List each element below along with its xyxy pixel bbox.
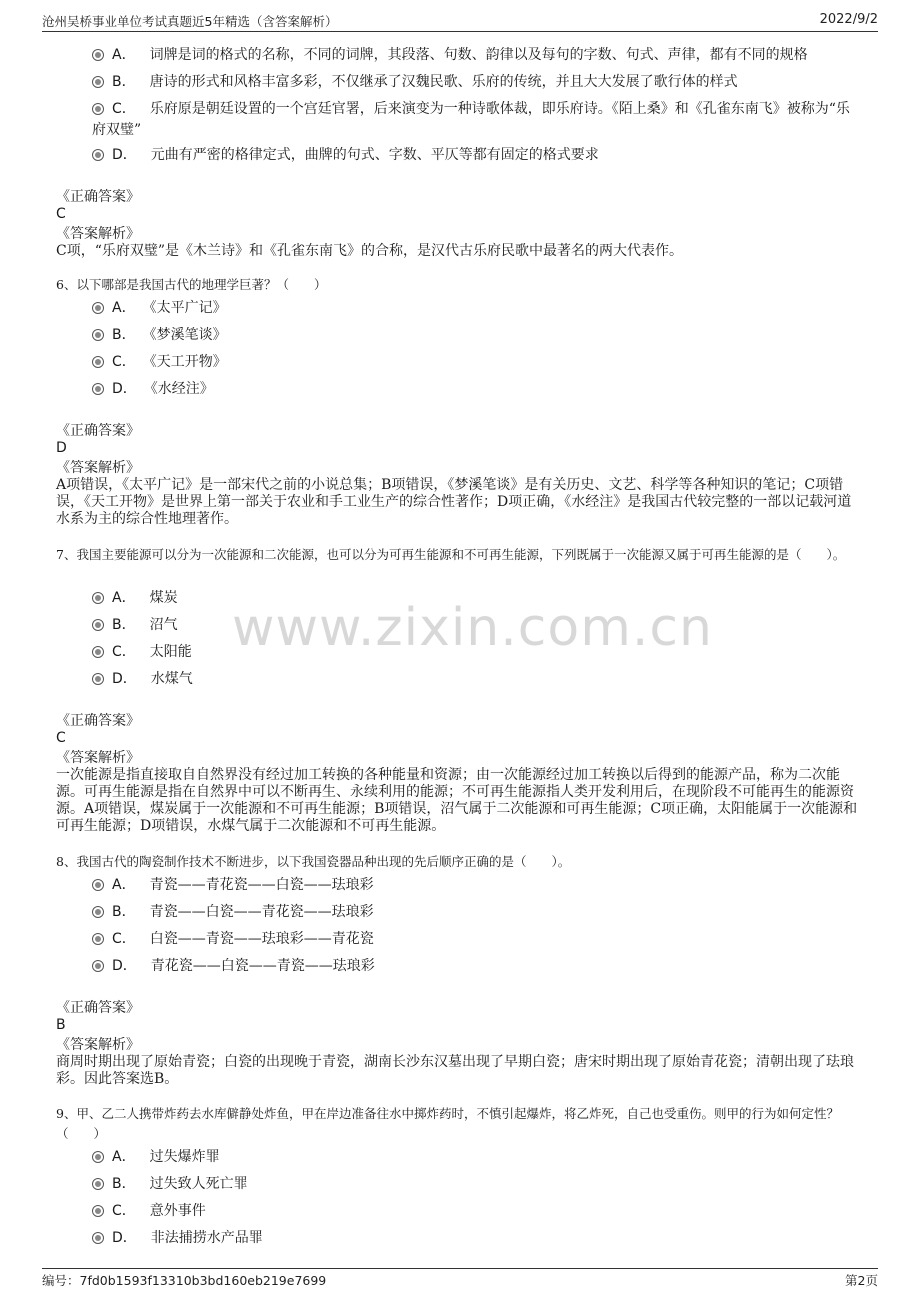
option-text: 过失致人死亡罪 <box>149 1176 248 1192</box>
option-text: 《太平广记》 <box>149 300 227 316</box>
option-a[interactable] <box>92 1147 220 1167</box>
option-key: D． <box>112 958 137 974</box>
option-b[interactable] <box>92 1174 248 1194</box>
radio-icon[interactable] <box>92 933 104 945</box>
document-date: 2022/9/2 <box>819 12 878 27</box>
option-text: 水煤气 <box>150 671 193 687</box>
option-key: A． <box>112 590 136 606</box>
option-key: A． <box>112 300 136 316</box>
question-text: 8、我国古代的陶瓷制作技术不断进步，以下我国瓷器品种出现的先后顺序正确的是（ ）。 <box>56 854 571 869</box>
option-text: 唐诗的形式和风格丰富多彩，不仅继承了汉魏民歌、乐府的传统，并且大大发展了歌行体的样式 <box>149 74 738 90</box>
correct-answer: B <box>56 1017 66 1033</box>
option-text: 沼气 <box>149 617 178 633</box>
option-text: 意外事件 <box>149 1203 206 1219</box>
option-text: 《天工开物》 <box>149 354 227 370</box>
option-d[interactable] <box>92 669 193 689</box>
option-d[interactable] <box>92 1228 263 1248</box>
option-text: 青花瓷——白瓷——青瓷——珐琅彩 <box>150 958 375 974</box>
page-footer <box>42 1271 878 1291</box>
radio-icon[interactable] <box>92 302 104 314</box>
radio-icon[interactable] <box>92 1205 104 1217</box>
watermark: www.zixin.com.cn <box>232 598 713 658</box>
option-text: 《水经注》 <box>150 381 214 397</box>
option-b[interactable] <box>92 72 738 92</box>
radio-icon[interactable] <box>92 1232 104 1244</box>
analysis-label: 《答案解析》 <box>56 1037 140 1053</box>
option-a[interactable] <box>92 298 227 318</box>
analysis-label: 《答案解析》 <box>56 226 140 242</box>
option-key: C． <box>112 354 136 370</box>
option-text: 《梦溪笔谈》 <box>149 327 227 343</box>
option-text: 煤炭 <box>149 590 178 606</box>
option-a[interactable] <box>92 588 178 608</box>
option-key: B． <box>112 327 136 343</box>
option-key: D． <box>112 381 137 397</box>
radio-icon[interactable] <box>92 1178 104 1190</box>
option-key: B． <box>112 904 136 920</box>
option-key: B． <box>112 1176 136 1192</box>
option-a[interactable] <box>92 875 374 895</box>
correct-answer: C <box>56 206 66 222</box>
correct-answer: D <box>56 440 67 456</box>
option-key: D． <box>112 671 137 687</box>
radio-icon[interactable] <box>92 103 104 115</box>
radio-icon[interactable] <box>92 383 104 395</box>
analysis-text: 一次能源是指直接取自自然界没有经过加工转换的各种能量和资源；由一次能源经过加工转换以后得到的能源产品，称为二次能源。可再生能源是指在自然界中可以不断再生、永续利用的能源；不可再生能源指人类开发利用后，在现阶段不可能再生的能源资源。A项错误，煤炭属于一次能源和不可再生能源；B项错误，沼气属于二次能源和可再生能源；C项正确，太阳能属于一次能源和可再生能源；D项错误，水煤气属于二次能源和不可再生能源。 <box>56 767 858 834</box>
correct-answer-label: 《正确答案》 <box>56 189 140 205</box>
question-text: 9、甲、乙二人携带炸药去水库僻静处炸鱼，甲在岸边准备往水中掷炸药时，不慎引起爆炸，将乙炸死，自己也受重伤。则甲的行为如何定性？（ ） <box>56 1106 839 1141</box>
correct-answer: C <box>56 730 66 746</box>
radio-icon[interactable] <box>92 619 104 631</box>
radio-icon[interactable] <box>92 329 104 341</box>
option-c[interactable] <box>92 352 227 372</box>
option-text: 词牌是词的格式的名称，不同的词牌，其段落、句数、韵律以及每句的字数、句式、声律，都有不同的规格 <box>149 47 808 63</box>
option-text: 白瓷——青瓷——珐琅彩——青花瓷 <box>149 931 374 947</box>
radio-icon[interactable] <box>92 906 104 918</box>
option-key: C． <box>112 644 136 660</box>
document-code: 编号：7fd0b1593f13310b3bd160eb219e7699 <box>42 1273 327 1288</box>
option-key: A． <box>112 47 136 63</box>
radio-icon[interactable] <box>92 76 104 88</box>
option-c[interactable] <box>92 929 374 949</box>
analysis-label: 《答案解析》 <box>56 750 140 766</box>
radio-icon[interactable] <box>92 879 104 891</box>
document-title: 沧州吴桥事业单位考试真题近5年精选（含答案解析） <box>42 14 338 29</box>
option-key: C． <box>112 1203 136 1219</box>
correct-answer-label: 《正确答案》 <box>56 423 140 439</box>
radio-icon[interactable] <box>92 356 104 368</box>
option-c[interactable] <box>92 99 862 141</box>
option-key: D． <box>112 1230 137 1246</box>
option-b[interactable] <box>92 902 374 922</box>
option-d[interactable] <box>92 145 599 165</box>
correct-answer-label: 《正确答案》 <box>56 713 140 729</box>
option-key: B． <box>112 74 136 90</box>
option-c[interactable] <box>92 1201 206 1221</box>
analysis-label: 《答案解析》 <box>56 460 140 476</box>
radio-icon[interactable] <box>92 673 104 685</box>
correct-answer-label: 《正确答案》 <box>56 1000 140 1016</box>
analysis-text: C项，“乐府双璧”是《木兰诗》和《孔雀东南飞》的合称，是汉代古乐府民歌中最著名的两大代表作。 <box>56 243 684 259</box>
option-key: C． <box>112 931 136 947</box>
option-key: A． <box>112 877 136 893</box>
option-key: A． <box>112 1149 136 1165</box>
question-text: 7、我国主要能源可以分为一次能源和二次能源，也可以分为可再生能源和不可再生能源，下列既属于一次能源又属于可再生能源的是（ ）。 <box>56 547 846 562</box>
option-text: 非法捕捞水产品罪 <box>150 1230 263 1246</box>
radio-icon[interactable] <box>92 149 104 161</box>
option-b[interactable] <box>92 325 227 345</box>
option-c[interactable] <box>92 642 192 662</box>
option-text: 青瓷——白瓷——青花瓷——珐琅彩 <box>149 904 374 920</box>
option-a[interactable] <box>92 45 808 65</box>
option-b[interactable] <box>92 615 178 635</box>
radio-icon[interactable] <box>92 592 104 604</box>
option-key: B． <box>112 617 136 633</box>
analysis-text: A项错误，《太平广记》是一部宋代之前的小说总集；B项错误，《梦溪笔谈》是有关历史、文艺、科学等各种知识的笔记；C项错误，《天工开物》是世界上第一部关于农业和手工业生产的综合性著作；D项正确，《水经注》是我国古代较完整的一部以记载河道水系为主的综合性地理著作。 <box>56 477 852 527</box>
footer-divider <box>42 1268 878 1269</box>
radio-icon[interactable] <box>92 1151 104 1163</box>
page-number: 第2页 <box>845 1273 878 1288</box>
option-text: 元曲有严密的格律定式，曲牌的句式、字数、平仄等都有固定的格式要求 <box>150 147 599 163</box>
option-text: 乐府原是朝廷设置的一个宫廷官署，后来演变为一种诗歌体裁，即乐府诗。《陌上桑》和《孔雀东南飞》被称为“乐府双璧” <box>92 101 850 138</box>
radio-icon[interactable] <box>92 49 104 61</box>
analysis-text: 商周时期出现了原始青瓷；白瓷的出现晚于青瓷，湖南长沙东汉墓出现了早期白瓷；唐宋时期出现了原始青花瓷；清朝出现了珐琅彩。因此答案选B。 <box>56 1054 854 1087</box>
radio-icon[interactable] <box>92 646 104 658</box>
option-d[interactable] <box>92 956 375 976</box>
option-d[interactable] <box>92 379 214 399</box>
option-text: 太阳能 <box>149 644 192 660</box>
option-text: 青瓷——青花瓷——白瓷——珐琅彩 <box>149 877 374 893</box>
option-key: C． <box>112 101 136 117</box>
radio-icon[interactable] <box>92 960 104 972</box>
option-key: D． <box>112 147 137 163</box>
question-text: 6、以下哪部是我国古代的地理学巨著？（ ） <box>56 277 327 292</box>
option-text: 过失爆炸罪 <box>149 1149 220 1165</box>
